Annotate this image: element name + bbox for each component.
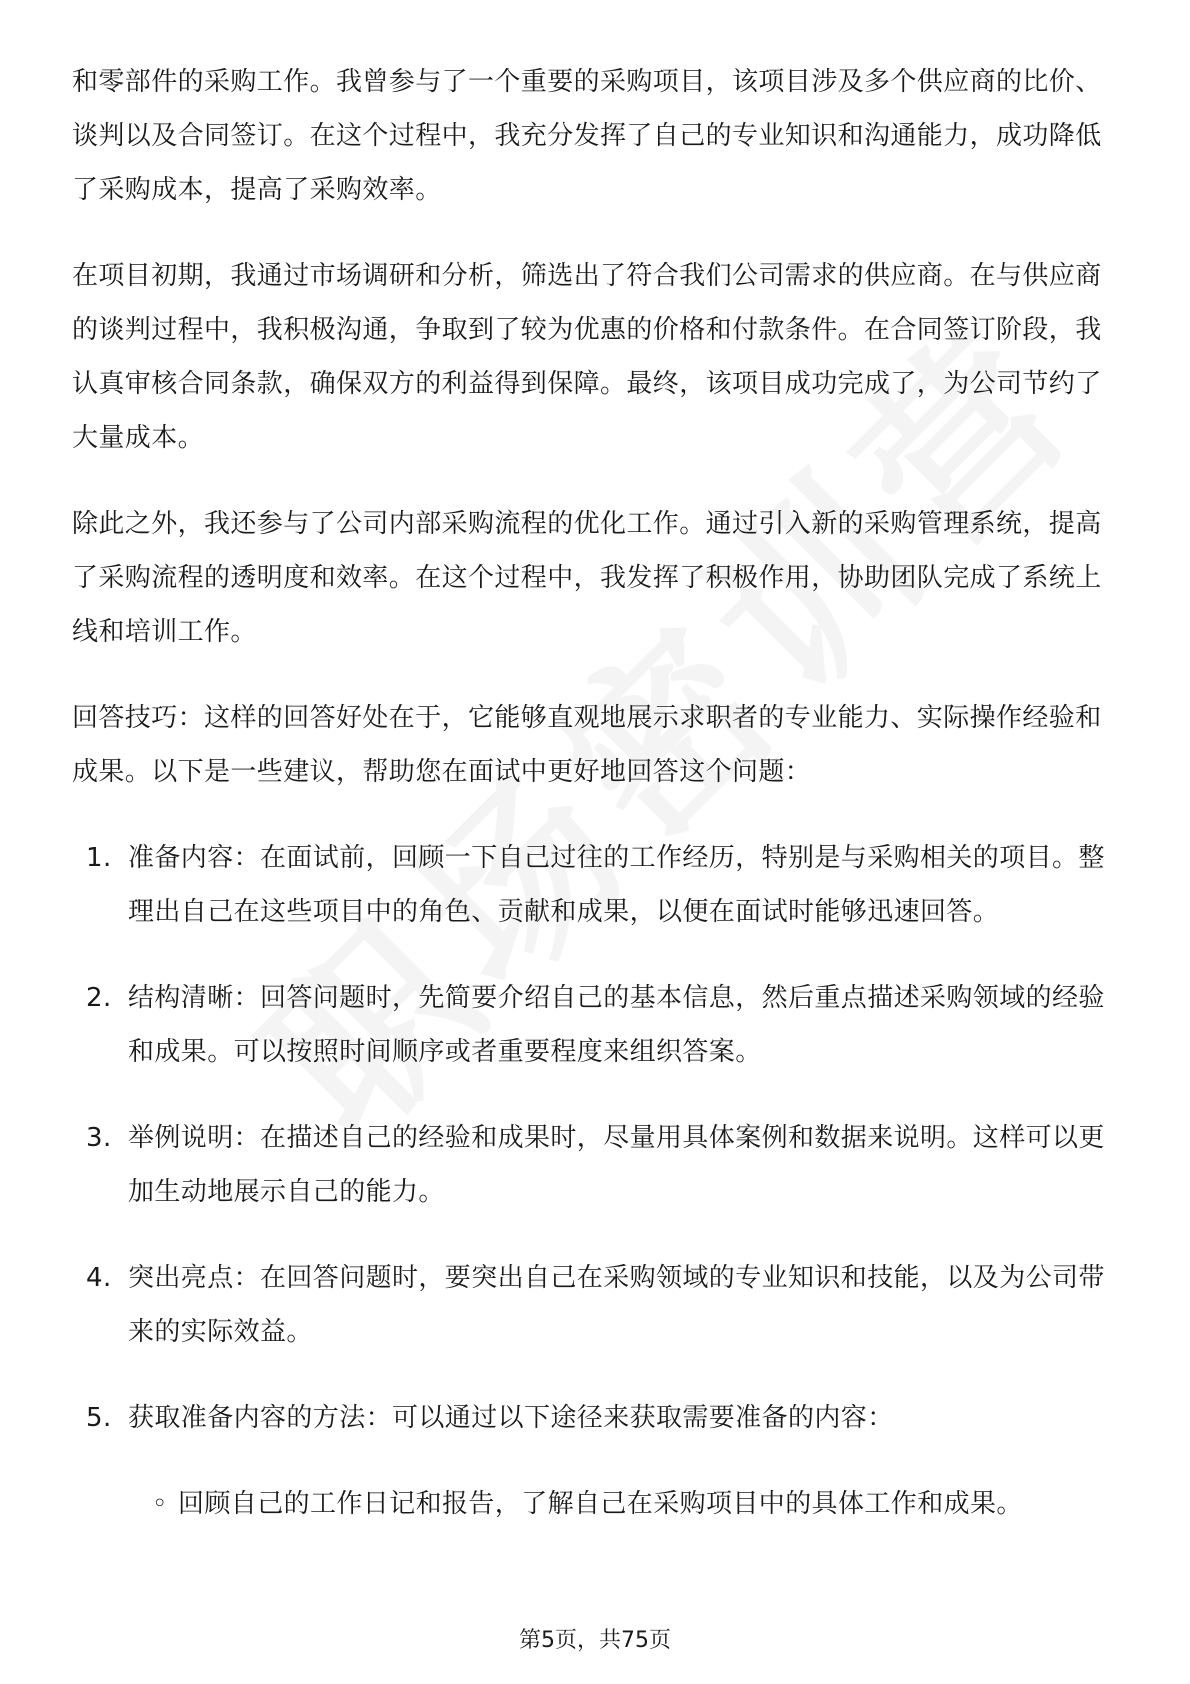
list-item	[72, 831, 1118, 939]
sub-list-item-text: 回顾自己的工作日记和报告，了解自己在采购项目中的具体工作和成果。	[178, 1489, 1023, 1519]
list-number: 5.	[86, 1403, 112, 1433]
paragraph: 在项目初期，我通过市场调研和分析，筛选出了符合我们公司需求的供应商。在与供应商的谈判过程中，我积极沟通，争取到了较为优惠的价格和付款条件。在合同签订阶段，我认真审核合同条款，确保双方的利益得到保障。最终，该项目成功完成了，为公司节约了大量成本。	[72, 261, 1102, 453]
list-number: 3.	[86, 1123, 112, 1153]
list-item-text: 突出亮点：在回答问题时，要突出自己在采购领域的专业知识和技能，以及为公司带来的实际效益。	[128, 1263, 1105, 1347]
list-item-text: 举例说明：在描述自己的经验和成果时，尽量用具体案例和数据来说明。这样可以更加生动地展示自己的能力。	[128, 1123, 1105, 1207]
list-item-text: 获取准备内容的方法：可以通过以下途径来获取需要准备的内容：	[128, 1403, 894, 1433]
list-number: 4.	[86, 1263, 112, 1293]
list-number: 2.	[86, 983, 112, 1013]
list-item	[72, 971, 1118, 1079]
list-item-text: 准备内容：在面试前，回顾一下自己过往的工作经历，特别是与采购相关的项目。整理出自己在这些项目中的角色、贡献和成果，以便在面试时能够迅速回答。	[128, 843, 1105, 927]
page-footer: 第5页，共75页	[519, 1628, 671, 1653]
list-item	[72, 1111, 1118, 1219]
document-body	[72, 55, 1118, 1531]
list-item	[72, 1251, 1118, 1359]
list-item-text: 结构清晰：回答问题时，先简要介绍自己的基本信息，然后重点描述采购领域的经验和成果。可以按照时间顺序或者重要程度来组织答案。	[128, 983, 1105, 1067]
sub-list-item	[72, 1477, 1118, 1531]
answer-tips-intro: 回答技巧：这样的回答好处在于，它能够直观地展示求职者的专业能力、实际操作经验和成果。以下是一些建议，帮助您在面试中更好地回答这个问题：	[72, 703, 1102, 787]
paragraph: 除此之外，我还参与了公司内部采购流程的优化工作。通过引入新的采购管理系统，提高了采购流程的透明度和效率。在这个过程中，我发挥了积极作用，协助团队完成了系统上线和培训工作。	[72, 509, 1102, 647]
paragraph: 和零部件的采购工作。我曾参与了一个重要的采购项目，该项目涉及多个供应商的比价、谈判以及合同签订。在这个过程中，我充分发挥了自己的专业知识和沟通能力，成功降低了采购成本，提高了采购效率。	[72, 67, 1102, 205]
list-item	[72, 1391, 1118, 1445]
bullet-icon: ◦	[152, 1489, 168, 1519]
list-number: 1.	[86, 843, 112, 873]
tips-list	[72, 831, 1118, 1445]
